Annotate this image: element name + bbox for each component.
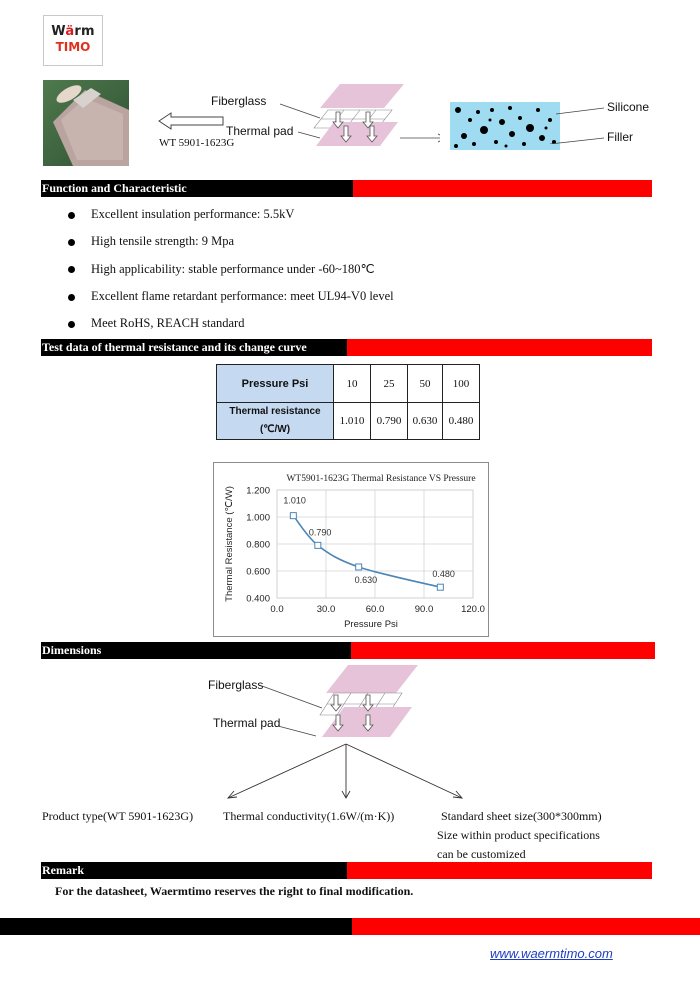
x-axis-label: Pressure Psi: [344, 619, 398, 630]
table-row-header: Thermal resistance (℃/W): [217, 403, 334, 440]
dimensions-fiberglass-label: Fiberglass: [208, 678, 264, 692]
bullet-icon: [68, 266, 75, 273]
data-label: 0.480: [432, 569, 455, 580]
customization-text: can be customized: [437, 847, 526, 861]
table-cell: 0.480: [443, 403, 480, 440]
table-cell: 1.010: [334, 403, 371, 440]
hero-callout-lines: [260, 98, 440, 148]
x-tick-label: 90.0: [414, 604, 434, 615]
customization-text: Size within product specifications: [437, 828, 600, 842]
hero-thermal-pad-label: Thermal pad: [226, 124, 294, 138]
x-tick-label: 0.0: [270, 604, 284, 615]
product-photo: [43, 80, 129, 166]
left-arrow-icon: [158, 112, 224, 135]
y-tick-label: 0.800: [246, 539, 270, 551]
filler-callout-lines: [548, 104, 604, 144]
data-point: [356, 564, 362, 570]
table-cell: 100: [443, 365, 480, 403]
y-tick-label: 0.400: [246, 593, 270, 605]
x-tick-label: 120.0: [461, 604, 485, 615]
dimensions-thermal-pad-label: Thermal pad: [213, 716, 281, 730]
thermal-conductivity-text: Thermal conductivity(1.6W/(m·K)): [223, 809, 395, 823]
bullet-icon: [68, 321, 75, 328]
section-bar-function: [41, 180, 652, 197]
data-point: [290, 513, 296, 519]
bullet-icon: [68, 239, 75, 246]
y-tick-label: 1.200: [246, 485, 270, 497]
data-label: 1.010: [283, 495, 306, 506]
chart-canvas: [214, 463, 488, 636]
section-title: Function and Characteristic: [42, 181, 187, 195]
sheet-size-text: Standard sheet size(300*300mm): [441, 809, 602, 823]
y-axis-label: Thermal Resistance (℃/W): [224, 486, 235, 602]
filler-label: Filler: [607, 130, 633, 144]
table-cell: 10: [334, 365, 371, 403]
table-cell: 0.630: [408, 403, 443, 440]
bullet-icon: [68, 212, 75, 219]
x-tick-label: 60.0: [365, 604, 385, 615]
logo-wordmark: Wärm: [51, 24, 95, 39]
section-bar-remark: [41, 862, 652, 879]
thermal-resistance-table: [216, 364, 480, 440]
website-link[interactable]: www.waermtimo.com: [490, 946, 613, 961]
hero-fiberglass-label: Fiberglass: [211, 94, 267, 108]
silicone-label: Silicone: [607, 100, 650, 114]
table-cell: 0.790: [371, 403, 408, 440]
section-title: Remark: [42, 863, 84, 877]
data-point: [315, 542, 321, 548]
table-cell: 50: [408, 365, 443, 403]
section-bar-test-data: [41, 339, 652, 356]
dimensions-pointer-lines: [0, 680, 700, 810]
chart-title: WT5901-1623G Thermal Resistance VS Pressure: [286, 474, 476, 484]
footer-bar: [0, 918, 700, 935]
y-tick-label: 0.600: [246, 566, 270, 578]
hero-product-code: WT 5901-1623G: [159, 137, 235, 149]
bullet-icon: [68, 294, 75, 301]
remark-text: For the datasheet, Waermtimo reserves the right to final modification.: [55, 884, 414, 898]
data-point: [437, 584, 443, 590]
section-title: Dimensions: [42, 643, 102, 657]
product-type-text: Product type(WT 5901-1623G): [42, 809, 194, 823]
thermal-resistance-chart: [213, 462, 489, 637]
table-row-header: Pressure Psi: [217, 365, 334, 403]
section-title: Test data of thermal resistance and its change curve: [42, 340, 307, 354]
y-tick-label: 1.000: [246, 512, 270, 524]
section-bar-dimensions: [41, 642, 655, 659]
filler-microstructure-image: [450, 102, 560, 150]
logo-sub-wordmark: TIMO: [55, 40, 91, 54]
data-label: 0.790: [308, 527, 332, 538]
data-label: 0.630: [354, 574, 378, 585]
table-cell: 25: [371, 365, 408, 403]
company-logo: [43, 15, 103, 66]
x-tick-label: 30.0: [316, 604, 336, 615]
